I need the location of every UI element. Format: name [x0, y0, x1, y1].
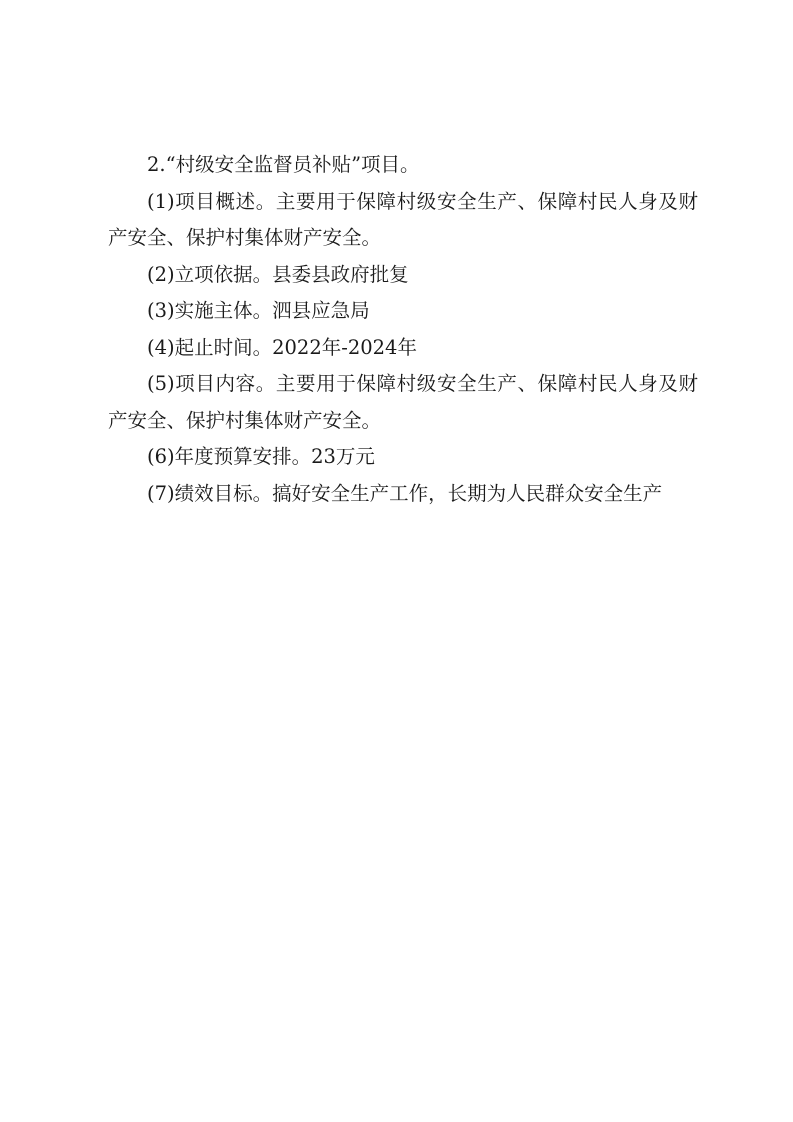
paragraph-content: (5)项目内容。主要用于保障村级安全生产、保障村民人身及财产安全、保护村集体财产安全。 [108, 372, 698, 432]
section-heading: 2.“村级安全监督员补贴”项目。 [147, 153, 420, 176]
paragraph-implementer: (3)实施主体。泗县应急局 [147, 299, 370, 322]
paragraph-target: (7)绩效目标。搞好安全生产工作，长期为人民群众安全生产 [147, 481, 663, 505]
paragraph-basis: (2)立项依据。县委县政府批复 [147, 262, 409, 286]
paragraph-overview: (1)项目概述。主要用于保障村级安全生产、保障村民人身及财产安全、保护村集体财产安全。 [108, 189, 698, 249]
paragraph-period: (4)起止时间。2022年-2024年 [147, 335, 417, 359]
document-body [108, 147, 698, 512]
paragraph-budget: (6)年度预算安排。23万元 [147, 445, 375, 468]
